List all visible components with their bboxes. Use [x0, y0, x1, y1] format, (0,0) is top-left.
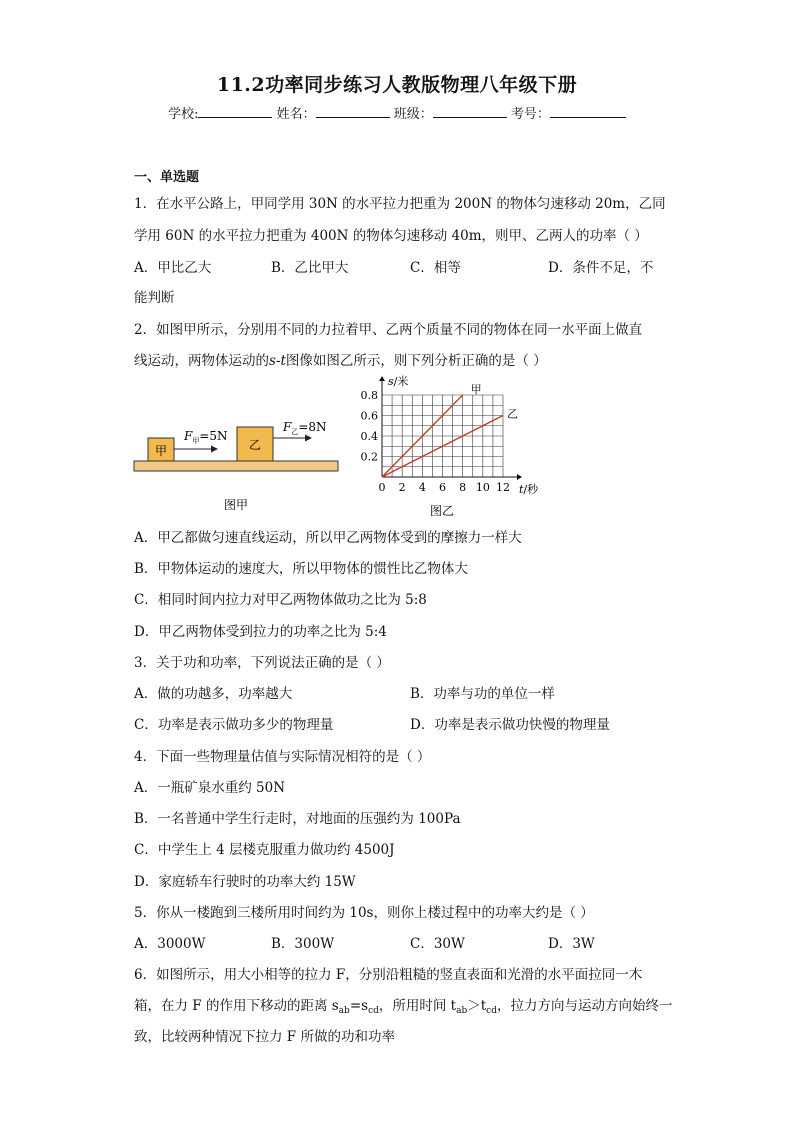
q4-option-a[interactable]: A．一瓶矿泉水重约 50N	[134, 780, 286, 796]
student-info-row	[0, 103, 794, 122]
q6-stem-line3: 致，比较两种情况下拉力 F 所做的功和功率	[134, 1029, 395, 1045]
q5-option-b[interactable]: B．300W	[271, 936, 335, 952]
q4-option-d[interactable]: D．家庭轿车行驶时的功率大约 15W	[134, 874, 356, 890]
q4-stem: 4．下面一些物理量估值与实际情况相符的是（ ）	[134, 749, 431, 765]
q6-text-eq: =s	[349, 998, 369, 1014]
class-blank[interactable]	[433, 103, 507, 118]
section-heading: 一、单选题	[134, 170, 200, 185]
name-label: 姓名：	[276, 107, 316, 122]
block-jia-label: 甲	[154, 444, 168, 458]
y-tick-label: 0.4	[360, 430, 378, 443]
q1-stem-line2: 学用 60N 的水平拉力把重为 400N 的物体匀速移动 40m，则甲、乙两人的功率（ ）	[134, 228, 648, 244]
ground-surface	[134, 461, 338, 471]
page-title: 11.2功率同步练习人教版物理八年级下册	[216, 74, 578, 96]
q6-stem-line1: 6．如图所示，用大小相等的拉力 F，分别沿粗糙的竖直表面和光滑的水平面拉同一木	[134, 967, 643, 983]
series-label-yi: 乙	[507, 407, 518, 421]
y-axis-label: s/米	[388, 375, 409, 388]
q5-option-d[interactable]: D．3W	[548, 936, 595, 952]
q6-text-gt: ＞t	[467, 998, 487, 1014]
q2-option-c[interactable]: C．相同时间内拉力对甲乙两物体做功之比为 5:8	[134, 592, 427, 608]
q2-stem-text-b: 图像如图乙所示，则下列分析正确的是（ ）	[285, 353, 547, 369]
q3-option-a[interactable]: A．做的功越多，功率越大	[134, 686, 293, 702]
q6-sub-cd2: cd	[486, 1006, 497, 1016]
q1-option-a[interactable]: A．甲比乙大	[134, 260, 212, 276]
q6-sub-ab2: ab	[456, 1006, 468, 1016]
y-tick-label: 0.6	[360, 409, 378, 423]
x-tick-label: 2	[398, 481, 406, 494]
q2-stem-line2	[134, 349, 547, 369]
q1-stem-line1: 1．在水平公路上，甲同学用 30N 的水平拉力把重为 200N 的物体匀速移动 20m，乙同	[134, 196, 666, 212]
q3-option-d[interactable]: D．功率是表示做功快慢的物理量	[410, 717, 610, 733]
figure-yi-caption: 图乙	[429, 504, 455, 518]
force-yi-arrowhead	[305, 435, 312, 442]
x-tick-label: 12	[496, 481, 510, 494]
q4-option-c[interactable]: C．中学生上 4 层楼克服重力做功约 4500J	[134, 842, 395, 858]
block-yi-label: 乙	[248, 438, 262, 452]
q4-option-b[interactable]: B．一名普通中学生行走时，对地面的压强约为 100Pa	[134, 811, 461, 827]
q1-option-c[interactable]: C．相等	[410, 260, 461, 276]
x-tick-label: 6	[439, 481, 446, 494]
q3-option-c[interactable]: C．功率是表示做功多少的物理量	[134, 717, 334, 733]
q5-option-c[interactable]: C．30W	[410, 936, 465, 952]
y-axis-arrowhead	[379, 376, 385, 381]
q6-stem-line2	[134, 994, 672, 1016]
q6-text-a: 箱，在力 F 的作用下移动的距离 s	[134, 998, 339, 1014]
q6-text-b: ，所用时间 t	[378, 998, 457, 1014]
q2-stem-text-a: 线运动，两物体运动的	[134, 353, 269, 369]
force-yi-label: $F_乙=8N$	[283, 420, 327, 436]
class-label: 班级：	[393, 107, 433, 122]
q3-stem: 3．关于功和功率，下列说法正确的是（ ）	[134, 655, 390, 671]
q2-stem-variable: s-t	[269, 353, 286, 369]
q6-text-c: ，拉力方向与运动方向始终一	[496, 998, 673, 1014]
x-tick-label: 10	[475, 481, 490, 494]
exam-number-blank[interactable]	[550, 103, 626, 118]
q3-option-b[interactable]: B．功率与功的单位一样	[410, 686, 555, 702]
q2-option-d[interactable]: D．甲乙两物体受到拉力的功率之比为 5:4	[134, 624, 387, 640]
figure-jia	[128, 410, 348, 520]
x-tick-label: 8	[459, 481, 467, 494]
y-tick-label: 0.8	[360, 389, 378, 402]
figure-jia-caption: 图甲	[223, 498, 249, 512]
figure-yi-chart	[360, 375, 550, 520]
x-axis-label: t/秒	[519, 483, 539, 496]
x-tick-label: 0	[378, 481, 386, 494]
q2-option-a[interactable]: A．甲乙都做匀速直线运动，所以甲乙两物体受到的摩擦力一样大	[134, 530, 522, 546]
y-tick-label: 0.2	[360, 450, 378, 464]
series-label-jia: 甲	[470, 383, 482, 396]
x-tick-label: 4	[418, 481, 426, 494]
q5-stem: 5．你从一楼跑到三楼所用时间约为 10s，则你上楼过程中的功率大约是（ ）	[134, 905, 594, 921]
exam-number-label: 考号：	[510, 107, 550, 122]
q1-option-b[interactable]: B．乙比甲大	[271, 260, 349, 276]
q6-sub-ab: ab	[338, 1006, 350, 1016]
q5-option-a[interactable]: A．3000W	[134, 936, 206, 952]
q2-stem-line1: 2．如图甲所示，分别用不同的力拉着甲、乙两个质量不同的物体在同一水平面上做直	[134, 322, 643, 338]
school-label: 学校:	[168, 107, 199, 122]
name-blank[interactable]	[316, 103, 390, 118]
q1-option-d[interactable]: D．条件不足，不	[548, 260, 654, 276]
q2-option-b[interactable]: B．甲物体运动的速度大，所以甲物体的惯性比乙物体大	[134, 561, 468, 577]
q1-option-d-continued: 能判断	[134, 290, 175, 306]
force-jia-arrowhead	[211, 446, 218, 453]
school-blank[interactable]	[198, 103, 272, 118]
q6-sub-cd: cd	[368, 1006, 379, 1016]
force-jia-label: $F_甲=5N$	[184, 429, 228, 445]
x-axis-arrowhead	[517, 474, 522, 480]
